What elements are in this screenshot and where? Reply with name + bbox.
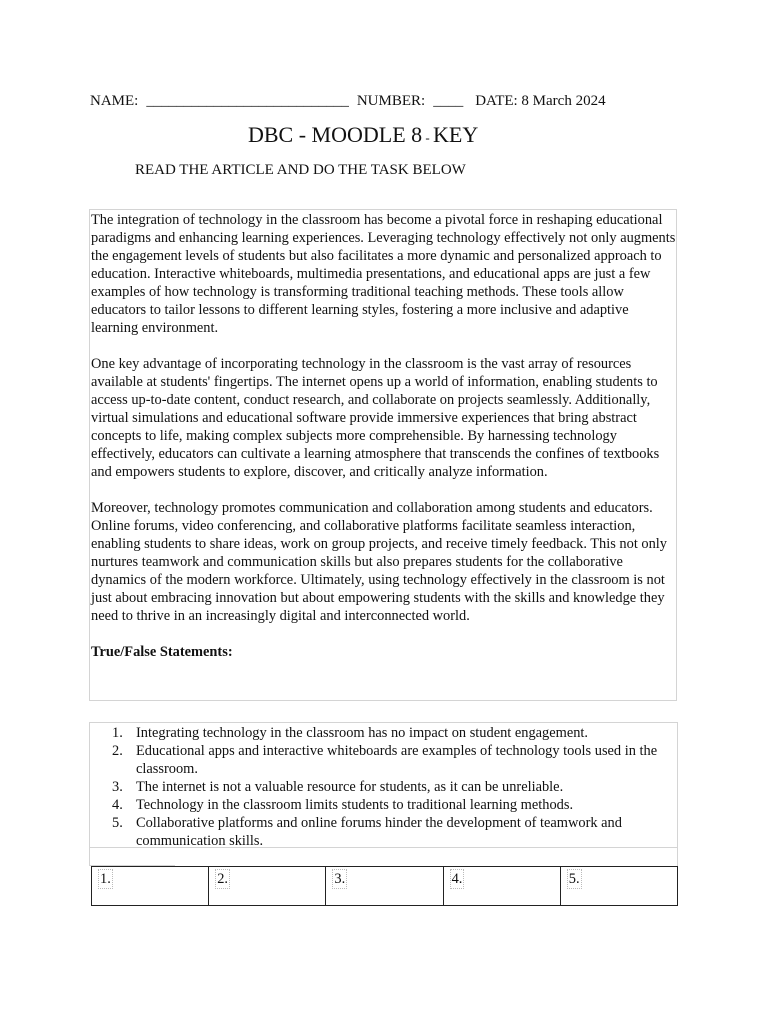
statement-text: Educational apps and interactive whiteboards are examples of technology tools used in the classroom.	[136, 743, 658, 777]
answer-row	[92, 867, 678, 906]
statement-item	[112, 814, 672, 850]
statements-box	[89, 722, 678, 848]
box-connector-right	[175, 848, 678, 866]
true-false-heading: True/False Statements:	[91, 644, 233, 660]
article-box	[89, 209, 677, 701]
number-blank: ____	[433, 93, 464, 109]
statement-item	[112, 778, 672, 796]
task-instruction: READ THE ARTICLE AND DO THE TASK BELOW	[135, 162, 466, 178]
statement-number: 2.	[112, 743, 123, 759]
answer-table	[91, 866, 678, 906]
statement-number: 4.	[112, 797, 123, 813]
statement-item	[112, 742, 672, 778]
statement-text: Collaborative platforms and online forums hinder the development of teamwork and communication skills.	[136, 815, 622, 849]
statement-number: 5.	[112, 815, 123, 831]
statement-text: Technology in the classroom limits students to traditional learning methods.	[136, 797, 574, 813]
article-paragraph: The integration of technology in the classroom has become a pivotal force in reshaping educational paradigms and enhancing learning experiences. Leveraging technology effectively not only augments the engagement levels of students but also facilitates a more dynamic and personalized approach to education. Interactive whiteboards, multimedia presentations, and educational apps are just a few examples of how technology is transforming traditional teaching methods. These tools allow educators to tailor lessons to different learning styles, fostering a more inclusive and adaptive learning environment.	[91, 212, 676, 336]
statement-item	[112, 796, 672, 814]
answer-cell-label: 2.	[217, 871, 228, 887]
statement-number: 3.	[112, 779, 123, 795]
date-text: DATE: 8 March 2024	[475, 93, 606, 109]
answer-cell-5[interactable]	[560, 867, 677, 906]
number-label: NUMBER:	[356, 93, 426, 109]
answer-cell-label: 5.	[568, 871, 580, 887]
answer-cell-4[interactable]	[443, 867, 560, 906]
statement-number: 1.	[112, 725, 123, 741]
answer-cell-3[interactable]	[326, 867, 443, 906]
document-title	[248, 122, 478, 148]
title-key: KEY	[433, 122, 479, 147]
answer-cell-label: 3.	[334, 871, 346, 887]
answer-cell-label: 1.	[100, 871, 111, 887]
student-info-line	[90, 93, 606, 110]
answer-cell-1[interactable]	[92, 867, 209, 906]
name-blank: ___________________________	[146, 93, 349, 109]
statement-text: The internet is not a valuable resource for students, as it can be unreliable.	[136, 779, 564, 795]
title-main: DBC - MOODLE 8	[248, 122, 423, 147]
statement-list	[112, 724, 672, 850]
article-paragraph: Moreover, technology promotes communication and collaboration among students and educators. Online forums, video conferencing, and collaborative platforms facilitate seamless interaction, enabling students to share ideas, work on group projects, and receive timely feedback. This not only nurtures teamwork and communication skills but also prepares students for the collaborative dynamics of the modern workforce. Ultimately, using technology effectively in the classroom is not just about embracing innovation but about empowering students with the skills and knowledge they need to thrive in an increasingly digital and interconnected world.	[91, 500, 668, 624]
answer-cell-2[interactable]	[209, 867, 326, 906]
statement-text: Integrating technology in the classroom has no impact on student engagement.	[136, 725, 588, 741]
statement-item	[112, 724, 672, 742]
title-dash: -	[422, 130, 434, 145]
box-connector-left	[89, 848, 175, 866]
answer-cell-label: 4.	[451, 871, 463, 887]
article-paragraph: One key advantage of incorporating technology in the classroom is the vast array of resources available at students' fingertips. The internet opens up a world of information, enabling students to access up-to-date content, conduct research, and collaborate on projects seamlessly. Additionally, virtual simulations and educational software provide immersive experiences that bring abstract concepts to life, making complex subjects more comprehensible. By harnessing technology effectively, educators can cultivate a learning atmosphere that transcends the confines of textbooks and empowers students to explore, discover, and critically analyze information.	[91, 356, 660, 480]
name-label: NAME:	[90, 93, 139, 109]
